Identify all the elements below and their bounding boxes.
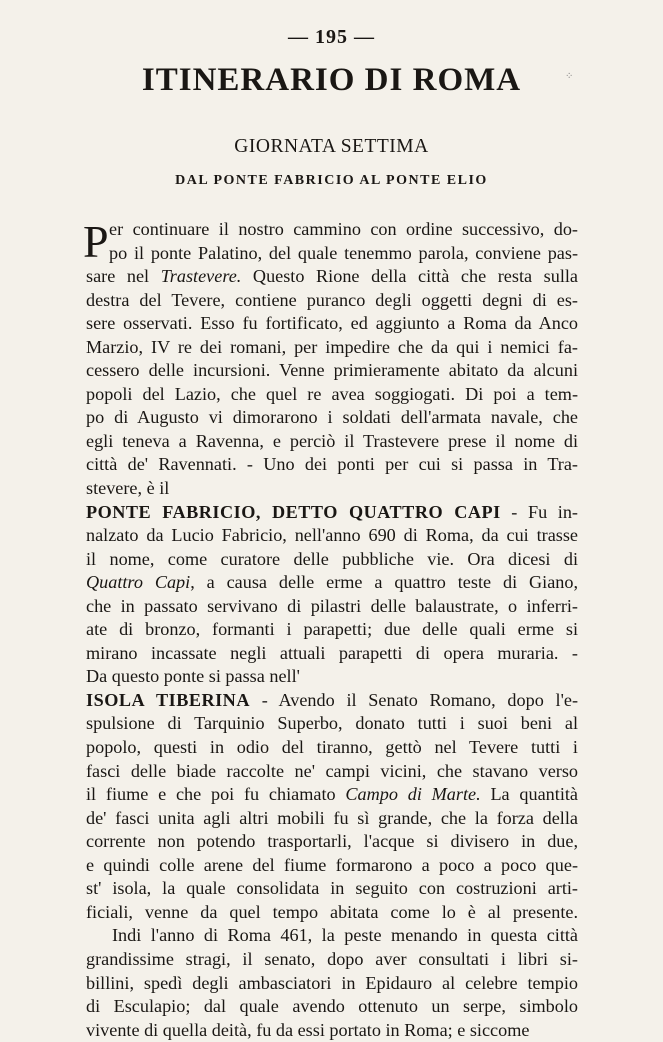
text-run: Da questo ponte si passa nell' (86, 666, 300, 687)
text-line (86, 501, 578, 525)
text-run: mirano incassate negli attuali parapetti di opera muraria. - (86, 642, 578, 663)
ink-speck: ⁘ (565, 71, 574, 82)
text-line (86, 807, 578, 831)
text-run: Questo Rione della città che resta sulla (241, 266, 579, 287)
text-run: città de' Ravennati. - Uno dei ponti per cui si passa in Tra- (86, 454, 578, 475)
text-line (86, 618, 578, 642)
text-run: popoli del Lazio, che quel re avea soggiogati. Di poi a tem- (86, 383, 578, 404)
text-line (86, 265, 578, 289)
text-line (86, 665, 578, 689)
drop-cap: P (83, 216, 109, 267)
italic-run: Campo di Marte. (345, 784, 481, 805)
text-run: e quindi colle arene del fiume formarono a poco a poco que- (86, 854, 578, 875)
text-run: nalzato da Lucio Fabricio, nell'anno 690 di Roma, da cui trasse (86, 525, 578, 546)
text-line (86, 948, 578, 972)
text-line (86, 760, 578, 784)
text-run: Marzio, IV re dei romani, per impedire che da qui i nemici fa- (86, 336, 578, 357)
text-run: corrente non potendo trasportarli, l'acque si divisero in due, (86, 831, 578, 852)
text-run: , a causa delle erme a quattro teste di Giano, (190, 572, 579, 593)
text-line (86, 689, 578, 713)
text-run: La quantità (480, 784, 578, 805)
text-run: egli teneva a Ravenna, e perciò il Trastevere prese il nome di (86, 430, 578, 451)
text-run: - Avendo il Senato Romano, dopo l'e- (249, 689, 578, 710)
section-heading: DAL PONTE FABRICIO AL PONTE ELIO (175, 173, 488, 188)
text-line (86, 571, 578, 595)
text-run: Indi l'anno di Roma 461, la peste menando in questa città (112, 925, 578, 946)
italic-run: Quattro Capi (86, 572, 191, 593)
text-line (86, 453, 578, 477)
text-run: destra del Tevere, contiene puranco degli oggetti degni di es- (86, 289, 578, 310)
chapter-subtitle: GIORNATA SETTIMA (234, 136, 429, 157)
text-line (86, 712, 578, 736)
text-run: de' fasci unita agli altri mobili fu sì grande, che la forza della (86, 807, 578, 828)
text-line (86, 242, 578, 266)
text-line (86, 595, 578, 619)
text-run: sere osservati. Esso fu fortificato, ed aggiunto a Roma da Anco (86, 313, 578, 334)
text-run: grandissime stragi, il senato, dopo aver consultati i libri si- (86, 948, 578, 969)
text-line (86, 736, 578, 760)
text-line (86, 406, 578, 430)
text-line (86, 1019, 578, 1042)
text-run: - Fu in- (500, 501, 578, 522)
text-line (86, 477, 578, 501)
bold-heading-run: ISOLA TIBERINA (86, 689, 250, 710)
text-run: sare nel (86, 266, 161, 287)
text-line (86, 783, 578, 807)
text-line (86, 642, 578, 666)
text-run: popolo, questi in odio del tiranno, gettò nel Tevere tutti i (86, 737, 578, 758)
text-line (86, 830, 578, 854)
text-line (86, 877, 578, 901)
text-run: di Esculapio; dal quale avendo ottenuto un serpe, simbolo (86, 996, 578, 1017)
text-line (86, 548, 578, 572)
text-line (86, 383, 578, 407)
text-run: spulsione di Tarquinio Superbo, donato tutti i suoi beni al (86, 713, 578, 734)
text-line (86, 924, 578, 948)
text-line (86, 524, 578, 548)
text-line (86, 289, 578, 313)
text-run: stevere, è il (86, 478, 170, 499)
text-run: cessero delle incursioni. Venne primieramente abitato da alcuni (86, 360, 578, 381)
text-run: il nome, come curatore delle pubbliche vie. Ora dicesi di (86, 548, 578, 569)
text-line (86, 972, 578, 996)
text-run: er continuare il nostro cammino con ordine successivo, do- (109, 219, 578, 239)
text-run: ate di bronzo, formanti i parapetti; due delle quali erme si (86, 619, 578, 640)
text-run: fasci delle biade raccolte ne' campi vicini, che stavano verso (86, 760, 578, 781)
text-line (86, 312, 578, 336)
text-line (86, 995, 578, 1019)
text-line (86, 336, 578, 360)
text-line (86, 854, 578, 878)
page-title: ITINERARIO DI ROMA (141, 62, 522, 98)
text-run: po di Augusto vi dimorarono i soldati dell'armata navale, che (86, 407, 578, 428)
text-run: il fiume e che poi fu chiamato (86, 784, 346, 805)
text-line (86, 430, 578, 454)
text-run: vivente di quella deità, fu da essi portato in Roma; e siccome (86, 1019, 530, 1040)
bold-heading-run: PONTE FABRICIO, DETTO QUATTRO CAPI (86, 501, 501, 522)
text-line (86, 218, 578, 242)
text-run: ficiali, venne da quel tempo abitata come lo è al presente. (86, 901, 578, 922)
page-number: — 195 — (288, 26, 375, 48)
text-line (86, 901, 578, 925)
text-run: che in passato servivano di pilastri delle balaustrate, o inferri- (86, 595, 578, 616)
text-run: st' isola, la quale consolidata in seguito con costruzioni arti- (86, 878, 578, 899)
text-run: billini, spedì degli ambasciatori in Epidauro al celebre tempio (86, 972, 578, 993)
body-text (83, 216, 579, 1042)
italic-run: Trastevere. (160, 266, 242, 287)
text-line (86, 359, 578, 383)
text-run: po il ponte Palatino, del quale tenemmo parola, conviene pas- (109, 242, 578, 263)
